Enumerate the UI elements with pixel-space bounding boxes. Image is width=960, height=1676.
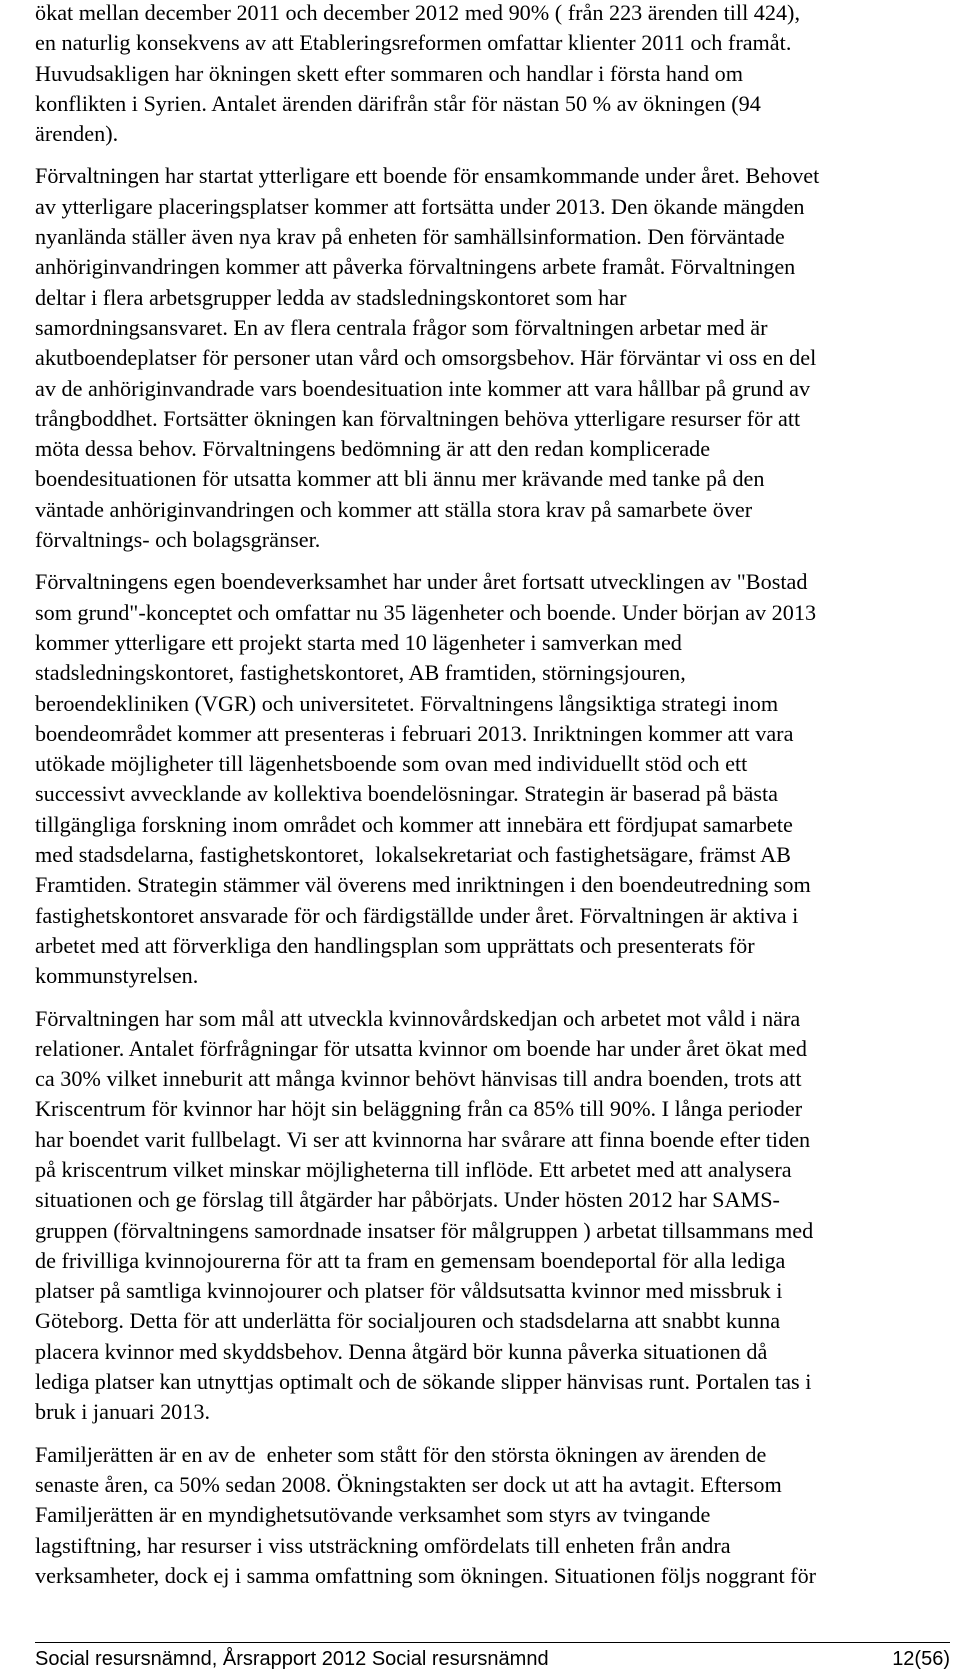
text-line: Förvaltningens egen boendeverksamhet har under året fortsatt utvecklingen av "Bostad: [35, 569, 808, 595]
text-line: fastighetskontoret ansvarade för och färdigställde under året. Förvaltningen är aktiva i: [35, 902, 799, 928]
text-line: Framtiden. Strategin stämmer väl överens med inriktningen i den boendeutredning som: [35, 872, 811, 898]
text-line: Kriscentrum för kvinnor har höjt sin beläggning från ca 85% till 90%. I långa perioder: [35, 1096, 803, 1122]
paragraph: [35, 567, 950, 991]
text-line: lediga platser kan utnyttjas optimalt och de sökande slipper hänvisas runt. Portalen tas i: [35, 1369, 812, 1395]
text-line: akutboendeplatser för personer utan vård och omsorgsbehov. Här förväntar vi oss en del: [35, 345, 817, 371]
text-line: samordningsansvaret. En av flera centrala frågor som förvaltningen arbetar med är: [35, 314, 768, 340]
text-line: verksamheter, dock ej i samma omfattning som ökningen. Situationen följs noggrant för: [35, 1562, 817, 1588]
text-line: ca 30% vilket inneburit att många kvinnor behövt hänvisas till andra boenden, trots att: [35, 1066, 802, 1092]
text-line: nyanlända ställer även nya krav på enheten för samhällsinformation. Den förväntade: [35, 224, 785, 250]
text-line: anhöriginvandringen kommer att påverka förvaltningens arbete framåt. Förvaltningen: [35, 254, 796, 280]
text-line: deltar i flera arbetsgrupper ledda av stadsledningskontoret som har: [35, 284, 627, 310]
text-line: med stadsdelarna, fastighetskontoret, lokalsekretariat och fastighetsägare, främst AB: [35, 842, 791, 868]
text-line: boendeområdet kommer att presenteras i februari 2013. Inriktningen kommer att vara: [35, 720, 794, 746]
text-line: möta dessa behov. Förvaltningens bedömning är att den redan komplicerade: [35, 436, 711, 462]
text-line: väntade anhöriginvandringen och kommer att ställa stora krav på samarbete över: [35, 496, 753, 522]
text-line: trångboddhet. Fortsätter ökningen kan förvaltningen behöva ytterligare resurser för att: [35, 405, 801, 431]
footer-page-number: 12(56): [892, 1648, 950, 1670]
text-line: Förvaltningen har som mål att utveckla kvinnovårdskedjan och arbetet mot våld i nära: [35, 1005, 801, 1031]
document-page: [35, 0, 950, 1676]
text-line: senaste åren, ca 50% sedan 2008. Ökningstakten ser dock ut att ha avtagit. Eftersom: [35, 1471, 782, 1497]
text-line: utökade möjligheter till lägenhetsboende som ovan med individuellt stöd och ett: [35, 751, 748, 777]
text-line: ärenden).: [35, 121, 119, 147]
page-footer: [35, 1646, 950, 1672]
text-line: på kriscentrum vilket minskar möjligheterna till inflöde. Ett arbetet med att analysera: [35, 1156, 792, 1182]
text-line: Familjerätten är en av de enheter som stått för den största ökningen av ärenden de: [35, 1441, 767, 1467]
text-line: kommunstyrelsen.: [35, 963, 199, 989]
text-line: Familjerätten är en myndighetsutövande verksamhet som styrs av tvingande: [35, 1502, 711, 1528]
text-line: Göteborg. Detta för att underlätta för socialjouren och stadsdelarna att snabbt kunna: [35, 1308, 781, 1334]
text-line: beroendekliniken (VGR) och universitetet. Förvaltningens långsiktiga strategi inom: [35, 690, 779, 716]
text-line: placera kvinnor med skyddsbehov. Denna åtgärd bör kunna påverka situationen då: [35, 1338, 768, 1364]
footer-divider: [35, 1642, 950, 1643]
text-line: stadsledningskontoret, fastighetskontoret, AB framtiden, störningsjouren,: [35, 660, 686, 686]
paragraph: [35, 0, 950, 149]
text-line: av ytterligare placeringsplatser kommer att fortsätta under 2013. Den ökande mängden: [35, 193, 805, 219]
text-line: boendesituationen för utsatta kommer att bli ännu mer krävande med tanke på den: [35, 466, 765, 492]
footer-report-title: Social resursnämnd, Årsrapport 2012 Social resursnämnd: [35, 1648, 549, 1670]
text-line: relationer. Antalet förfrågningar för utsatta kvinnor om boende har under året ökat med: [35, 1035, 807, 1061]
text-line: konflikten i Syrien. Antalet ärenden därifrån står för nästan 50 % av ökningen (94: [35, 90, 761, 116]
text-line: Huvudsakligen har ökningen skett efter sommaren och handlar i första hand om: [35, 60, 743, 86]
text-line: som grund"-konceptet och omfattar nu 35 lägenheter och boende. Under början av 2013: [35, 599, 817, 625]
text-line: tillgängliga forskning inom området och kommer att innebära ett fördjupat samarbete: [35, 811, 793, 837]
text-line: har boendet varit fullbelagt. Vi ser att kvinnorna har svårare att finna boende efter tiden: [35, 1126, 811, 1152]
paragraph: [35, 1004, 950, 1428]
text-line: platser på samtliga kvinnojourer och platser för våldsutsatta kvinnor med missbruk i: [35, 1278, 783, 1304]
text-line: ökat mellan december 2011 och december 2012 med 90% ( från 223 ärenden till 424),: [35, 0, 800, 25]
text-line: av de anhöriginvandrade vars boendesituation inte kommer att vara hållbar på grund av: [35, 375, 811, 401]
text-line: bruk i januari 2013.: [35, 1399, 210, 1425]
document-body: [35, 0, 950, 1603]
text-line: kommer ytterligare ett projekt starta med 10 lägenheter i samverkan med: [35, 629, 682, 655]
paragraph: [35, 1440, 950, 1591]
text-line: en naturlig konsekvens av att Etableringsreformen omfattar klienter 2011 och framåt.: [35, 30, 792, 56]
text-line: situationen och ge förslag till åtgärder har påbörjats. Under hösten 2012 har SAMS-: [35, 1187, 780, 1213]
text-line: lagstiftning, har resurser i viss utsträckning omfördelats till enheten från andra: [35, 1532, 731, 1558]
text-line: Förvaltningen har startat ytterligare ett boende för ensamkommande under året. Behovet: [35, 163, 820, 189]
text-line: förvaltnings- och bolagsgränser.: [35, 527, 321, 553]
text-line: arbetet med att förverkliga den handlingsplan som upprättats och presenterats för: [35, 932, 755, 958]
paragraph: [35, 161, 950, 555]
text-line: successivt avvecklande av kollektiva boendelösningar. Strategin är baserad på bästa: [35, 781, 779, 807]
text-line: de frivilliga kvinnojourerna för att ta fram en gemensam boendeportal för alla lediga: [35, 1247, 786, 1273]
text-line: gruppen (förvaltningens samordnade insatser för målgruppen ) arbetat tillsammans med: [35, 1217, 814, 1243]
